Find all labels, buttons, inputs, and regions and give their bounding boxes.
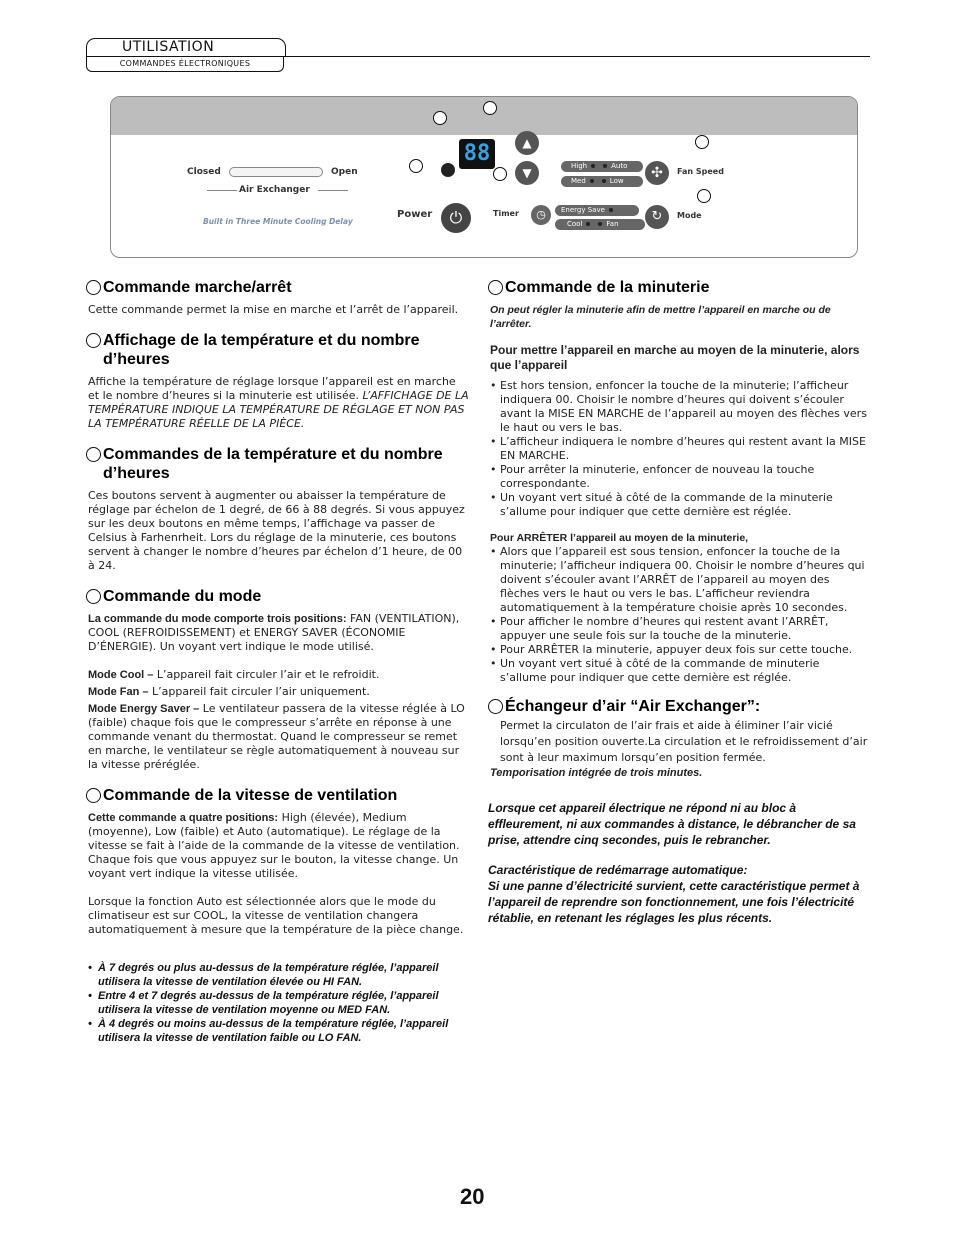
list-item: • Pour arrêter la minuterie, enfoncer de nouveau la touche correspondante. [488,463,868,491]
mode-icon: ↻ [645,205,669,229]
page-number: 20 [460,1184,485,1209]
callout-4 [697,189,711,203]
cool-label: Cool [567,220,583,228]
control-panel-illustration [110,96,858,258]
subheading: Pour ARRÊTER l’appareil au moyen de la minuterie, [490,532,749,544]
power-icon: ⏻ [441,203,471,233]
timer-label: Timer [493,209,519,218]
callout-circle-icon [86,333,101,348]
right-column [488,278,868,926]
pill-high-auto [561,161,643,172]
callout-3 [483,101,497,115]
low-label: Low [609,177,624,185]
unplug-note: Lorsque cet appareil électrique ne répond ni au bloc à effleurement, ni aux commandes à distance, le débrancher de sa prise, attendre cinq secondes, puis le rebrancher. [488,801,856,847]
header-rule [284,56,870,57]
callout-2 [433,111,447,125]
paragraph: Mode Cool – L’appareil fait circuler l’air et le refroidit. [88,668,380,681]
paragraph: Mode Energy Saver – Le ventilateur passera de la vitesse réglée à LO (faible) chaque fois que le compresseur s’arrête en réponse à une commande venant du thermostat. Quand le compresseur se remet en marche, le ventilateur se règle automatiquement à nouveau sur la vitesse préréglée. [88,702,465,771]
air-exchanger-rule-right [318,190,348,191]
list-item: • L’afficheur indiquera le nombre d’heures qui restent avant la MISE EN MARCHE. [488,435,868,463]
paragraph: Lorsque la fonction Auto est sélectionnée alors que le mode du climatiseur est sur COOL, la vitesse de ventilation changera automatiquement à mesure que la température de la pièce change. [88,895,464,936]
paragraph: Mode Fan – L’appareil fait circuler l’air uniquement. [88,685,370,698]
list-item: • Est hors tension, enfoncer la touche de la minuterie; l’afficheur indiquera 00. Choisir le nombre d’heures qui doivent s’écouler avant la MISE EN MARCHE de l’appareil au moyen des flèches vers le haut ou vers le bas. [488,379,868,435]
callout-5 [695,135,709,149]
closed-label: Closed [187,167,221,177]
section-heading: Commande de la minuterie [488,278,868,297]
callout-circle-icon [488,699,503,714]
list-item: • Pour afficher le nombre d’heures qui restent avant l’ARRÊT, appuyer une seule fois sur la touche de la minuterie. [488,615,868,643]
clock-icon: ◷ [531,205,551,225]
callout-circle-icon [488,280,503,295]
energy-save-label: Energy Save [561,206,605,214]
callout-circle-icon [86,788,101,803]
air-exchanger-label: Air Exchanger [239,185,310,195]
auto-restart-title: Caractéristique de redémarrage automatique: [488,863,748,877]
subheading: Pour mettre l’appareil en marche au moyen de la minuterie, alors que l’appareil [490,343,860,372]
arrow-down-icon: ▼ [515,161,539,185]
auto-restart-text: Si une panne d’électricité survient, cette caractéristique permet à l’appareil de reprendre son fonctionnement, une fois l’électricité rétablie, en retenant les réglages les plus récents. [488,879,860,925]
timer-on-list [488,379,868,519]
paragraph: Ces boutons servent à augmenter ou abaisser la température de réglage par échelon de 1 degré, de 66 à 88 degrés. Si vous appuyez sur les deux boutons en même temps, l’affichage va passer de Celsius à Farhenrheit. Lors du réglage de la minuterie, ces boutons servent à changer le nombre d’heures par échelon d’1 heure, de 00 à 24. [88,489,465,572]
list-item: • Pour ARRÊTER la minuterie, appuyer deux fois sur cette touche. [488,643,868,657]
paragraph: Cette commande a quatre positions: High (élevée), Medium (moyenne), Low (faible) et Auto (automatique). Le réglage de la vitesse se fait à l’aide de la commande de la vitesse de ventilation. Chaque fois que vous appuyez sur le bouton, la vitesse change. Un voyant vert indique la vitesse utilisée. [88,811,460,880]
list-item: • Un voyant vert situé à côté de la commande de minuterie s’allume pour indiquer que cette dernière est réglée. [488,657,868,685]
left-column [86,278,470,1045]
pill-med-low [561,176,643,187]
header-title: UTILISATION [122,39,215,55]
list-item: • Alors que l’appareil est sous tension, enfoncer la touche de la minuterie; l’afficheur indiquera 00. Choisir le nombre d’heures qui doivent s’écouler avant l’ARRÊT de l’appareil au moyen des flèches vers le haut ou vers le bas. L’afficheur reviendra automatiquement à la température choisie après 10 secondes. [488,545,868,615]
list-item: • À 4 degrés ou moins au-dessus de la température réglée, l’appareil utilisera la vitesse de ventilation faible ou LO FAN. [86,1017,470,1045]
fan-icon: ✣ [645,161,669,185]
section-heading: Commandes de la température et du nombre d’heures [86,445,470,483]
fan-speed-label: Fan Speed [677,167,724,176]
callout-circle-icon [86,280,101,295]
auto-label: Auto [611,162,628,170]
header-subtitle: COMMANDES ÉLECTRONIQUES [86,56,284,72]
list-item: • Un voyant vert situé à côté de la commande de la minuterie s’allume pour indiquer que cette dernière est réglée. [488,491,868,519]
pill-energy-save [555,205,639,216]
callout-6 [493,167,507,181]
med-label: Med [571,177,586,185]
temperature-display: 88 [459,139,495,169]
callout-1 [409,159,423,173]
section-heading: Échangeur d’air “Air Exchanger”: [488,697,868,716]
section-heading: Commande de la vitesse de ventilation [86,786,470,805]
high-label: High [571,162,588,170]
fan-speed-list [86,961,470,1045]
arrow-up-icon: ▲ [515,131,539,155]
paragraph: Temporisation intégrée de trois minutes. [490,767,703,779]
fan-label: Fan [606,220,619,228]
paragraph: Cette commande permet la mise en marche et l’arrêt de l’appareil. [88,303,459,316]
paragraph: Affiche la température de réglage lorsque l’appareil est en marche et le nombre d’heures si la minuterie est utilisée. L’AFFICHAGE DE LA TEMPÉRATURE INDIQUE LA TEMPÉRATURE DE RÉGLAGE ET NON PAS LA TEMPÉRATURE RÉELLE DE LA PIÈCE. [88,375,469,430]
cooling-delay-note: Built in Three Minute Cooling Delay [203,217,353,226]
power-label: Power [397,209,433,220]
page-header [86,38,870,72]
section-heading: Commande marche/arrêt [86,278,470,297]
paragraph: On peut régler la minuterie afin de mettre l’appareil en marche ou de l’arrêter. [490,304,831,330]
callout-circle-icon [86,447,101,462]
callout-circle-icon [86,589,101,604]
paragraph: La commande du mode comporte trois positions: FAN (VENTILATION), COOL (REFROIDISSEMENT) et ENERGY SAVER (ÉCONOMIE D’ÉNERGIE). Un voyant vert indique le mode utilisé. [88,612,460,653]
indicator-dot [441,163,455,177]
timer-off-list [488,545,868,685]
open-label: Open [331,167,358,177]
paragraph: Permet la circulaton de l’air frais et aide à éliminer l’air vicié lorsqu’en position ouverte.La circulation et le refroidissement d’air sont à leur maximum lorsqu’en position fermée. [500,719,868,764]
section-heading: Affichage de la température et du nombre d’heures [86,331,470,369]
list-item: • À 7 degrés ou plus au-dessus de la température réglée, l’appareil utilisera la vitesse de ventilation élevée ou HI FAN. [86,961,470,989]
air-exchanger-rule-left [207,190,237,191]
mode-label: Mode [677,211,702,220]
section-heading: Commande du mode [86,587,470,606]
list-item: • Entre 4 et 7 degrés au-dessus de la température réglée, l’appareil utilisera la vitesse de ventilation moyenne ou MED FAN. [86,989,470,1017]
pill-cool-fan [555,219,645,230]
air-exchanger-slider [229,167,323,177]
